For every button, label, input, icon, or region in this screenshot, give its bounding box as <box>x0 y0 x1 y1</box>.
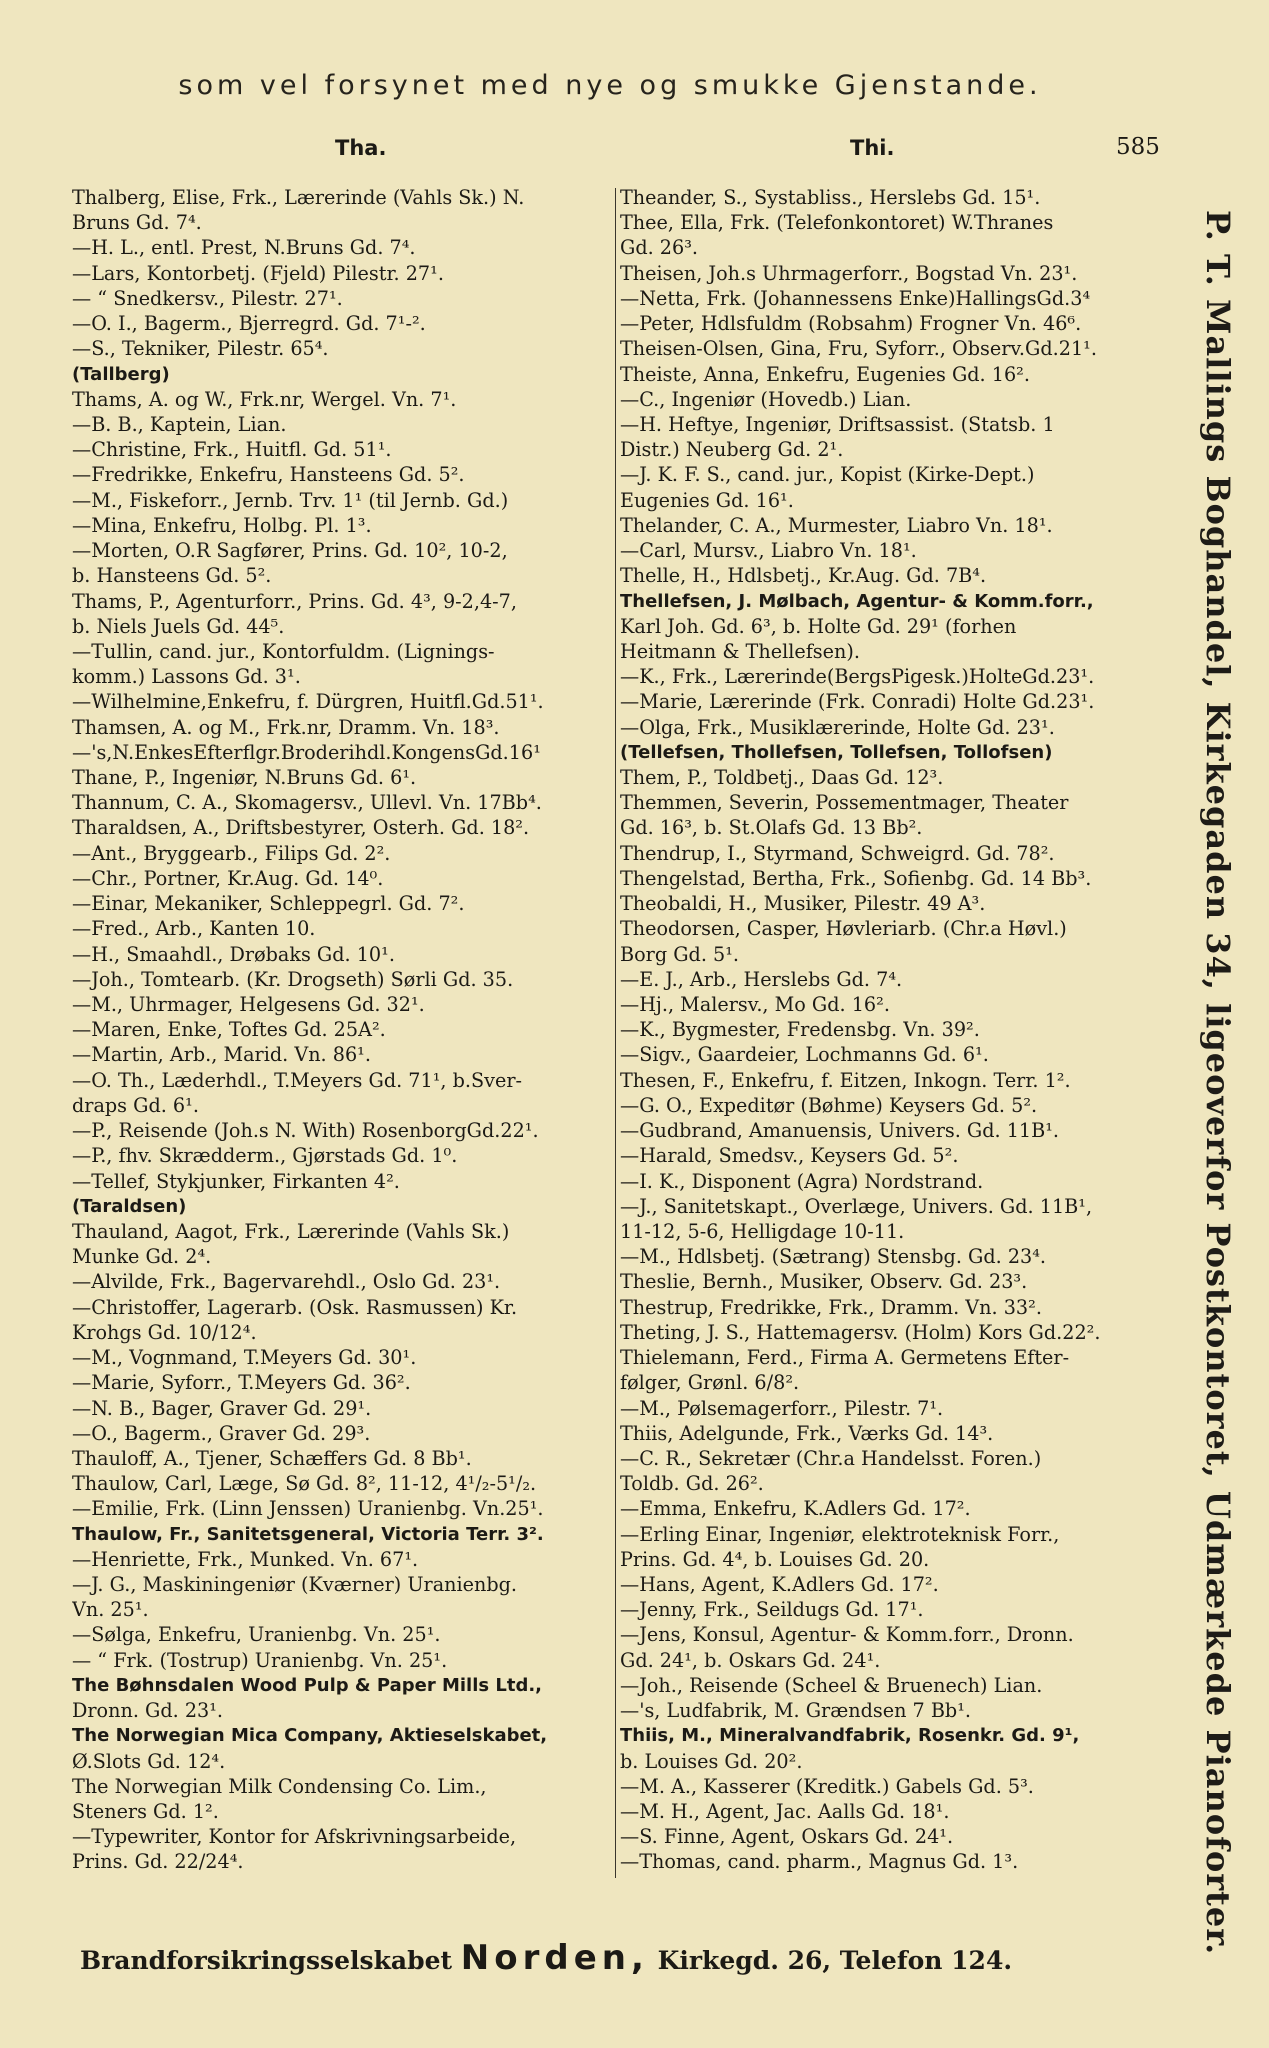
left-entry-line: The Norwegian Mica Company, Aktieselskabet, <box>72 1725 548 1747</box>
right-entry-line: følger, Grønl. 6/8². <box>620 1371 800 1395</box>
left-entry-line: —Mina, Enkefru, Holbg. Pl. 1³. <box>72 513 372 537</box>
left-entry-line: —P., Reisende (Joh.s N. With) RosenborgGd.22¹. <box>72 1119 539 1143</box>
left-entry-line: komm.) Lassons Gd. 3¹. <box>72 665 301 689</box>
left-entry-line: —H. L., entl. Prest, N.Bruns Gd. 7⁴. <box>72 236 416 260</box>
right-entry-line: —Carl, Mursv., Liabro Vn. 18¹. <box>620 539 917 563</box>
left-entry-line: —O. I., Bagerm., Bjerregrd. Gd. 7¹-². <box>72 312 426 336</box>
left-entry-line: —Marie, Syforr., T.Meyers Gd. 36². <box>72 1371 411 1395</box>
right-entry-line: Thielemann, Ferd., Firma A. Germetens Efter- <box>620 1346 1070 1370</box>
right-entry-line: Borg Gd. 5¹. <box>620 942 740 966</box>
left-entry-line: Tharaldsen, A., Driftsbestyrer, Osterh. Gd. 18². <box>72 816 530 840</box>
right-entry-line: —Harald, Smedsv., Keysers Gd. 5². <box>620 1144 959 1168</box>
right-entry-line: Thestrup, Fredrikke, Frk., Dramm. Vn. 33². <box>620 1295 1042 1319</box>
right-entry-line: —Olga, Frk., Musiklærerinde, Holte Gd. 23¹. <box>620 715 1055 739</box>
left-entry-line: —Alvilde, Frk., Bagervarehdl., Oslo Gd. 23¹. <box>72 1270 501 1294</box>
right-entry-line: —Hj., Malersv., Mo Gd. 16². <box>620 993 890 1016</box>
right-entry-line: —E. J., Arb., Herslebs Gd. 7⁴. <box>620 967 903 991</box>
right-entry-line: Themmen, Severin, Possementmager, Theater <box>620 791 1069 815</box>
left-entry-line: —Typewriter, Kontor for Afskrivningsarbeide, <box>72 1825 517 1849</box>
left-column-header: Tha. <box>335 136 387 160</box>
left-entry-line: —M., Fiskeforr., Jernb. Trv. 1¹ (til Jernb. Gd.) <box>72 488 509 512</box>
left-entry-line: Thane, P., Ingeniør, N.Bruns Gd. 6¹. <box>72 766 417 790</box>
left-entry-line: Thamsen, A. og M., Frk.nr, Dramm. Vn. 18³. <box>72 715 500 739</box>
right-entry-line: Karl Joh. Gd. 6³, b. Holte Gd. 29¹ (forhen <box>620 614 1017 638</box>
left-entry-line: —Ant., Bryggearb., Filips Gd. 2². <box>72 841 391 865</box>
right-entry-line: 11-12, 5-6, Helligdage 10-11. <box>620 1219 905 1243</box>
right-entry-line: —M. H., Agent, Jac. Aalls Gd. 18¹. <box>620 1800 950 1823</box>
footer-company-prefix: Brandforsikringsselskabet <box>80 1946 453 1975</box>
right-entry-line: —K., Frk., Lærerinde(BergsPigesk.)HolteGd.23¹. <box>620 665 1095 689</box>
footer-company-name: Norden, <box>460 1938 649 1978</box>
right-entry-line: Thelle, H., Hdlsbetj., Kr.Aug. Gd. 7B⁴. <box>620 564 987 588</box>
right-entry-line: —K., Bygmester, Fredensbg. Vn. 39². <box>620 1018 980 1042</box>
footer-advertisement <box>80 1938 1180 1978</box>
right-entry-line: Gd. 26³. <box>620 236 699 260</box>
right-entry-line: Thendrup, I., Styrmand, Schweigrd. Gd. 78². <box>620 841 1055 865</box>
left-entry-line: —O. Th., Læderhdl., T.Meyers Gd. 71¹, b.Sver- <box>72 1068 522 1092</box>
left-entry-line: b. Niels Juels Gd. 44⁵. <box>72 614 285 638</box>
left-entry-line: —B. B., Kaptein, Lian. <box>72 412 287 436</box>
right-entry-line: Heitmann & Thellefsen). <box>620 639 860 663</box>
right-entry-line: —Jens, Konsul, Agentur- & Komm.forr., Dronn. <box>620 1623 1074 1647</box>
right-column <box>620 186 1160 1874</box>
right-entry-line: —Thomas, cand. pharm., Magnus Gd. 1³. <box>620 1850 1019 1874</box>
column-divider <box>615 188 616 1878</box>
right-entry-line: Distr.) Neuberg Gd. 2¹. <box>620 438 844 462</box>
left-entry-line: —Lars, Kontorbetj. (Fjeld) Pilestr. 27¹. <box>72 261 444 285</box>
left-entry-line: —S., Tekniker, Pilestr. 65⁴. <box>72 337 329 361</box>
left-entry-line: Thauloff, A., Tjener, Schæffers Gd. 8 Bb¹. <box>72 1446 472 1470</box>
left-entry-line: —Chr., Portner, Kr.Aug. Gd. 14⁰. <box>72 866 384 890</box>
right-entry-line: Gd. 24¹, b. Oskars Gd. 24¹. <box>620 1648 881 1672</box>
left-entry-line: —Christoffer, Lagerarb. (Osk. Rasmussen) Kr. <box>72 1295 518 1319</box>
right-entry-line: Thiis, M., Mineralvandfabrik, Rosenkr. Gd. 9¹, <box>620 1725 1080 1747</box>
left-entry-line: The Bøhnsdalen Wood Pulp & Paper Mills Ltd., <box>72 1674 543 1696</box>
left-entry-line: (Taraldsen) <box>72 1195 187 1217</box>
left-entry-line: —'s,N.EnkesEfterflgr.Broderihdl.KongensGd.16¹ <box>72 740 541 764</box>
left-entry-line: Thams, P., Agenturforr., Prins. Gd. 4³, 9-2,4-7, <box>72 589 517 613</box>
left-entry-line: — “ Snedkersv., Pilestr. 27¹. <box>72 286 343 310</box>
left-entry-line: —O., Bagerm., Graver Gd. 29³. <box>72 1421 371 1445</box>
right-entry-line: Thengelstad, Bertha, Frk., Sofienbg. Gd. 14 Bb³. <box>620 866 1092 890</box>
right-entry-line: —M., Hdlsbetj. (Sætrang) Stensbg. Gd. 23⁴. <box>620 1245 1047 1269</box>
left-entry-line: —N. B., Bager, Graver Gd. 29¹. <box>72 1396 372 1420</box>
right-entry-line: Thesen, F., Enkefru, f. Eitzen, Inkogn. Terr. 1². <box>620 1068 1071 1092</box>
left-entry-line: —Joh., Tomtearb. (Kr. Drogseth) Sørli Gd. 35. <box>72 967 514 991</box>
left-entry-line: —Tullin, cand. jur., Kontorfuldm. (Lignings- <box>72 639 495 663</box>
left-entry-line: Vn. 25¹. <box>72 1598 149 1622</box>
side-advertisement <box>1198 210 1238 1956</box>
right-entry-line: —I. K., Disponent (Agra) Nordstrand. <box>620 1169 984 1193</box>
left-entry-line: —Wilhelmine,Enkefru, f. Dürgren, Huitfl.Gd.51¹. <box>72 690 544 714</box>
left-entry-line: Thauland, Aagot, Frk., Lærerinde (Vahls Sk.) <box>72 1219 510 1243</box>
left-entry-line: Dronn. Gd. 23¹. <box>72 1699 224 1723</box>
right-entry-line: —Joh., Reisende (Scheel & Bruenech) Lian. <box>620 1673 1043 1697</box>
right-entry-line: Eugenies Gd. 16¹. <box>620 488 794 512</box>
left-entry-line: Ø.Slots Gd. 12⁴. <box>72 1749 226 1773</box>
left-entry-line: —Fred., Arb., Kanten 10. <box>72 917 316 941</box>
footer-address: Kirkegd. 26, Telefon 124. <box>657 1946 1013 1975</box>
right-entry-line: Theander, S., Systabliss., Herslebs Gd. 15¹. <box>620 186 1041 209</box>
right-entry-line: —Sigv., Gaardeier, Lochmanns Gd. 6¹. <box>620 1043 989 1067</box>
left-entry-line: —M., Uhrmager, Helgesens Gd. 32¹. <box>72 993 425 1016</box>
left-entry-line: The Norwegian Milk Condensing Co. Lim., <box>72 1774 487 1798</box>
right-entry-line: b. Louises Gd. 20². <box>620 1749 803 1773</box>
left-column <box>72 186 612 1874</box>
left-entry-line: —J. G., Maskiningeniør (Kværner) Uranienbg. <box>72 1573 518 1597</box>
left-entry-line: Thaulow, Fr., Sanitetsgeneral, Victoria Terr. 3². <box>72 1523 544 1545</box>
left-entry-line: Munke Gd. 2⁴. <box>72 1245 212 1269</box>
right-column-header: Thi. <box>850 136 895 160</box>
left-entry-line: —Tellef, Stykjunker, Firkanten 4². <box>72 1169 400 1193</box>
right-entry-line: Theslie, Bernh., Musiker, Observ. Gd. 23³. <box>620 1270 1028 1294</box>
right-entry-line: —Netta, Frk. (Johannessens Enke)HallingsGd.3⁴ <box>620 286 1091 310</box>
right-entry-line: Theiste, Anna, Enkefru, Eugenies Gd. 16². <box>620 362 1030 386</box>
left-entry-line: —Einar, Mekaniker, Schleppegrl. Gd. 7². <box>72 892 465 916</box>
left-entry-line: —Henriette, Frk., Munked. Vn. 67¹. <box>72 1547 419 1571</box>
right-entry-line: —J. K. F. S., cand. jur., Kopist (Kirke-Dept.) <box>620 463 1035 487</box>
right-entry-line: —M. A., Kasserer (Kreditk.) Gabels Gd. 5³. <box>620 1774 1034 1798</box>
left-entry-line: Prins. Gd. 22/24⁴. <box>72 1850 244 1874</box>
right-entry-line: Gd. 16³, b. St.Olafs Gd. 13 Bb². <box>620 816 923 840</box>
right-entry-line: —C., Ingeniør (Hovedb.) Lian. <box>620 387 912 411</box>
left-entry-line: —M., Vognmand, T.Meyers Gd. 30¹. <box>72 1346 417 1370</box>
right-entry-line: —Jenny, Frk., Seildugs Gd. 17¹. <box>620 1598 924 1622</box>
left-entry-line: —Sølga, Enkefru, Uranienbg. Vn. 25¹. <box>72 1623 441 1647</box>
left-entry-line: —Maren, Enke, Toftes Gd. 25A². <box>72 1018 386 1042</box>
left-entry-line: —Christine, Frk., Huitfl. Gd. 51¹. <box>72 438 392 462</box>
left-entry-line: Thams, A. og W., Frk.nr, Wergel. Vn. 7¹. <box>72 387 457 411</box>
right-entry-line: —J., Sanitetskapt., Overlæge, Univers. Gd. 11B¹, <box>620 1194 1093 1218</box>
right-entry-line: Thiis, Adelgunde, Frk., Værks Gd. 14³. <box>620 1421 994 1445</box>
page-number: 585 <box>1116 134 1160 160</box>
left-entry-line: Thannum, C. A., Skomagersv., Ullevl. Vn. 17Bb⁴. <box>72 791 542 815</box>
left-entry-line: Bruns Gd. 7⁴. <box>72 211 202 235</box>
left-entry-line: —Fredrikke, Enkefru, Hansteens Gd. 5². <box>72 463 465 487</box>
right-entry-line: —S. Finne, Agent, Oskars Gd. 24¹. <box>620 1825 954 1849</box>
right-entry-line: —Gudbrand, Amanuensis, Univers. Gd. 11B¹. <box>620 1119 1060 1143</box>
left-entry-line: Krohgs Gd. 10/12⁴. <box>72 1320 257 1344</box>
left-entry-line: — “ Frk. (Tostrup) Uranienbg. Vn. 25¹. <box>72 1648 448 1672</box>
left-entry-line: —H., Smaahdl., Drøbaks Gd. 10¹. <box>72 942 395 966</box>
right-entry-line: —Emma, Enkefru, K.Adlers Gd. 17². <box>620 1497 971 1521</box>
left-entry-line: —Emilie, Frk. (Linn Jenssen) Uranienbg. Vn.25¹. <box>72 1497 544 1521</box>
right-entry-line: —Erling Einar, Ingeniør, elektroteknisk Forr., <box>620 1522 1060 1546</box>
right-entry-line: Theting, J. S., Hattemagersv. (Holm) Kors Gd.22². <box>620 1320 1101 1344</box>
right-entry-line: Theisen-Olsen, Gina, Fru, Syforr., Observ.Gd.21¹. <box>620 337 1097 361</box>
right-entry-line: Theisen, Joh.s Uhrmagerforr., Bogstad Vn. 23¹. <box>620 261 1078 285</box>
right-entry-line: —C. R., Sekretær (Chr.a Handelsst. Foren.) <box>620 1446 1042 1470</box>
right-entry-line: Them, P., Toldbetj., Daas Gd. 12³. <box>620 766 944 790</box>
right-entry-line: (Tellefsen, Thollefsen, Tollefsen, Tollofsen) <box>620 741 1053 763</box>
left-entry-line: —P., fhv. Skrædderm., Gjørstads Gd. 1⁰. <box>72 1144 458 1168</box>
left-entry-line: Steners Gd. 1². <box>72 1800 219 1823</box>
top-banner: som vel forsynet med nye og smukke Gjenstande. <box>178 70 1042 101</box>
left-entry-line: Thaulow, Carl, Læge, Sø Gd. 8², 11-12, 4¹/₂-5¹/₂. <box>72 1472 537 1496</box>
right-entry-line: —M., Pølsemagerforr., Pilestr. 7¹. <box>620 1396 944 1420</box>
right-entry-line: —Peter, Hdlsfuldm (Robsahm) Frogner Vn. 46⁶. <box>620 312 1082 336</box>
left-entry-line: Thalberg, Elise, Frk., Lærerinde (Vahls Sk.) N. <box>72 186 525 209</box>
right-entry-line: Theobaldi, H., Musiker, Pilestr. 49 A³. <box>620 892 986 916</box>
right-entry-line: —G. O., Expeditør (Bøhme) Keysers Gd. 5². <box>620 1093 1038 1117</box>
right-entry-line: —Marie, Lærerinde (Frk. Conradi) Holte Gd.23¹. <box>620 690 1095 714</box>
left-entry-line: b. Hansteens Gd. 5². <box>72 564 272 588</box>
right-entry-line: Prins. Gd. 4⁴, b. Louises Gd. 20. <box>620 1547 930 1571</box>
right-entry-line: —Hans, Agent, K.Adlers Gd. 17². <box>620 1573 939 1597</box>
right-entry-line: Thellefsen, J. Mølbach, Agentur- & Komm.forr., <box>620 590 1094 612</box>
right-entry-line: Thee, Ella, Frk. (Telefonkontoret) W.Thranes <box>620 211 1054 235</box>
right-entry-line: Toldb. Gd. 26². <box>620 1472 764 1496</box>
left-entry-line: —Morten, O.R Sagfører, Prins. Gd. 10², 10-2, <box>72 539 508 563</box>
right-entry-line: Theodorsen, Casper, Høvleriarb. (Chr.a Høvl.) <box>620 917 1067 941</box>
left-entry-line: (Tallberg) <box>72 363 170 385</box>
right-entry-line: Thelander, C. A., Murmester, Liabro Vn. 18¹. <box>620 513 1053 537</box>
side-advertisement-text: P. T. Mallings Boghandel, Kirkegaden 34, ligeoverfor Postkontoret, Udmærkede Pianoforter. <box>1199 210 1237 1956</box>
right-entry-line: —H. Heftye, Ingeniør, Driftsassist. (Statsb. 1 <box>620 412 1055 436</box>
left-entry-line: —Martin, Arb., Marid. Vn. 86¹. <box>72 1043 371 1067</box>
right-entry-line: —'s, Ludfabrik, M. Grændsen 7 Bb¹. <box>620 1699 972 1723</box>
left-entry-line: draps Gd. 6¹. <box>72 1093 199 1117</box>
